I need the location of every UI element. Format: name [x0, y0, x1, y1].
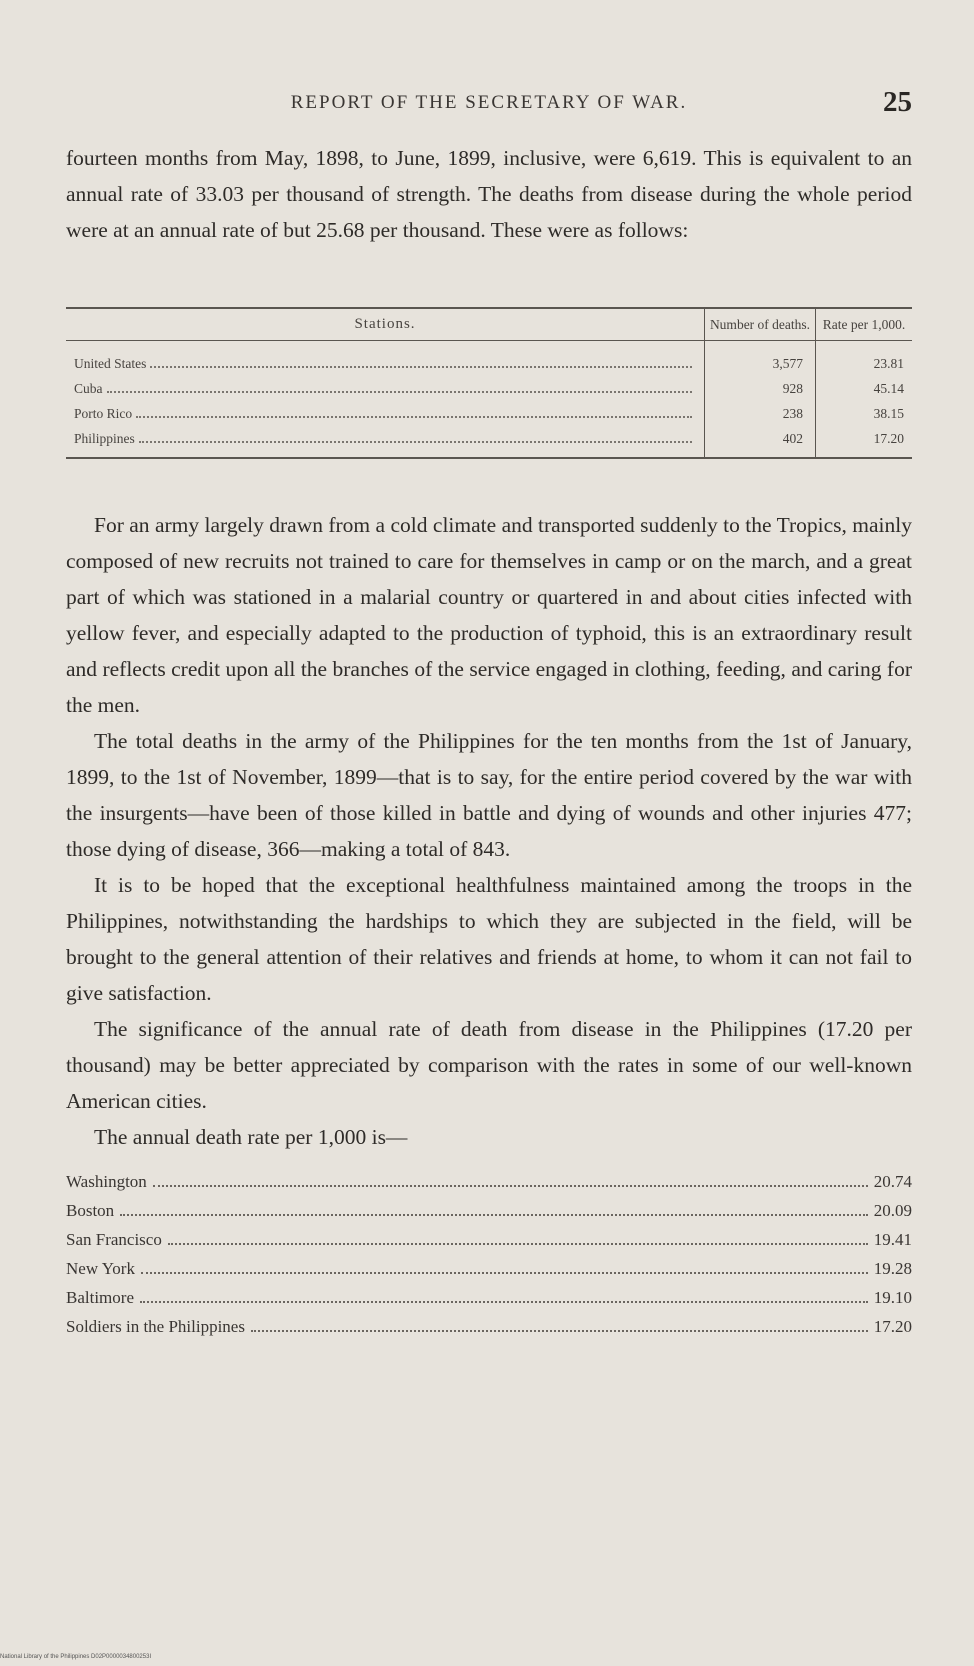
- rate-cell: 23.81: [816, 341, 913, 377]
- table-header-row: [66, 308, 912, 341]
- intro-paragraph: [66, 140, 912, 248]
- rate-cell: 45.14: [816, 376, 913, 401]
- page-header: [66, 86, 912, 122]
- page-number: 25: [883, 86, 912, 118]
- paragraph-significance: The significance of the annual rate of death from disease in the Philippines (17.20 per thousand) may be better appreciated by comparison with the rates in some of our well-known American cities.: [66, 1017, 912, 1113]
- list-item: [66, 1196, 912, 1225]
- rate-cell: 17.20: [816, 426, 913, 458]
- city-rate: 19.10: [873, 1288, 912, 1307]
- table-row: [66, 341, 912, 377]
- paragraph-annual-rate-intro: The annual death rate per 1,000 is—: [94, 1125, 408, 1149]
- paragraph-total-deaths: The total deaths in the army of the Philippines for the ten months from the 1st of January, 1899, to the 1st of November, 1899—that is to say, for the entire period covered by the war with the insurgents—have been of those killed in battle and dying of wounds and other injuries 477; those dying of disease, 366—making a total of 843.: [66, 729, 912, 861]
- deaths-cell: 928: [705, 376, 816, 401]
- city-rate: 19.41: [873, 1230, 912, 1249]
- scan-footer: National Library of the Philippines D02P0000034800253I: [0, 1654, 152, 1660]
- list-item: [66, 1225, 912, 1254]
- header-stations: Stations.: [66, 308, 705, 341]
- paragraph-army-climate: For an army largely drawn from a cold climate and transported suddenly to the Tropics, mainly composed of new recruits not trained to care for themselves in camp or on the march, and a great part of which was stationed in a malarial country or quartered in and about cities infected with yellow fever, and especially adapted to the production of typhoid, this is an extraordinary result and reflects credit upon all the branches of the service engaged in clothing, feeding, and caring for the men.: [66, 513, 912, 717]
- city-rate: 20.09: [873, 1201, 912, 1220]
- station-name-cell: United States: [66, 341, 705, 377]
- city-rate: 19.28: [873, 1259, 912, 1278]
- city-name: Washington: [66, 1172, 147, 1191]
- city-rate: 17.20: [873, 1317, 912, 1336]
- header-number-of-deaths: Number of deaths.: [705, 308, 816, 341]
- station-name-cell: Philippines: [66, 426, 705, 458]
- city-name: New York: [66, 1259, 135, 1278]
- city-name: Baltimore: [66, 1288, 134, 1307]
- rate-cell: 38.15: [816, 401, 913, 426]
- list-item: [66, 1312, 912, 1341]
- body-text: [66, 507, 912, 1155]
- deaths-cell: 402: [705, 426, 816, 458]
- deaths-cell: 3,577: [705, 341, 816, 377]
- city-death-rates-list: [66, 1167, 912, 1341]
- city-name: Boston: [66, 1201, 115, 1220]
- table-row: [66, 401, 912, 426]
- station-name-cell: Cuba: [66, 376, 705, 401]
- table-row: [66, 426, 912, 458]
- list-item: [66, 1254, 912, 1283]
- table-row: [66, 376, 912, 401]
- deaths-cell: 238: [705, 401, 816, 426]
- station-name-cell: Porto Rico: [66, 401, 705, 426]
- intro-text: fourteen months from May, 1898, to June, 1899, inclusive, were 6,619. This is equivalent to an annual rate of 33.03 per thousand of strength. The deaths from disease during the whole period were at an annual rate of but 25.68 per thousand. These were as follows:: [66, 146, 912, 242]
- deaths-by-station-table: [66, 307, 912, 459]
- city-name: Soldiers in the Philippines: [66, 1317, 245, 1336]
- list-item: [66, 1283, 912, 1312]
- paragraph-healthfulness: It is to be hoped that the exceptional healthfulness maintained among the troops in the Philippines, notwithstanding the hardships to which they are subjected in the field, will be brought to the general attention of their relatives and friends at home, to whom it can not fail to give satisfaction.: [66, 873, 912, 1005]
- running-head: REPORT OF THE SECRETARY OF WAR.: [290, 92, 688, 113]
- city-name: San Francisco: [66, 1230, 162, 1249]
- city-rate: 20.74: [873, 1172, 912, 1191]
- list-item: [66, 1167, 912, 1196]
- header-rate-per-1000: Rate per 1,000.: [816, 308, 913, 341]
